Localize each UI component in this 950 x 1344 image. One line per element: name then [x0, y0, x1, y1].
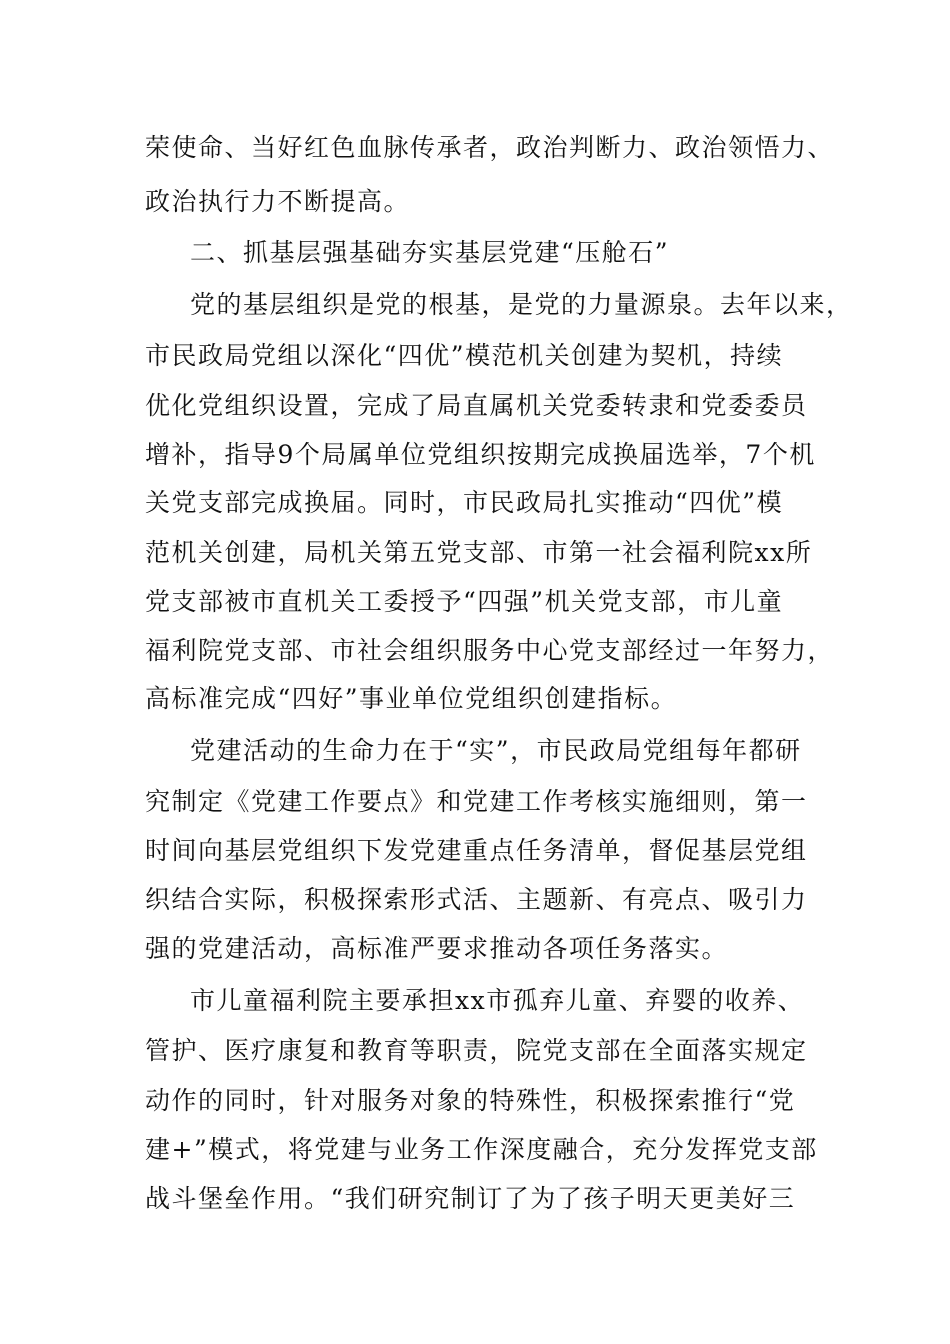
paragraph-start: 市儿童福利院主要承担xx市孤弃儿童、弃婴的收养、: [190, 986, 805, 1015]
text-line: 动作的同时，针对服务对象的特殊性，积极探索推行“党: [145, 1086, 796, 1115]
section-heading: 二、抓基层强基础夯实基层党建“压舱石”: [190, 238, 670, 267]
text-line: 政治执行力不断提高。: [145, 187, 411, 216]
text-line: 建+”模式，将党建与业务工作深度融合，充分发挥党支部: [145, 1135, 818, 1164]
text-line: 优化党组织设置，完成了局直属机关党委转隶和党委委员: [145, 391, 808, 420]
text-line: 党支部被市直机关工委授予“四强”机关党支部，市儿童: [145, 587, 784, 616]
text-line: 管护、医疗康复和教育等职责，院党支部在全面落实规定: [145, 1036, 808, 1065]
paragraph-start: 党建活动的生命力在于“实”，市民政局党组每年都研: [190, 736, 802, 765]
text-line: 范机关创建，局机关第五党支部、市第一社会福利院xx所: [145, 538, 813, 567]
paragraph-start: 党的基层组织是党的根基，是党的力量源泉。去年以来，: [190, 290, 853, 319]
text-line: 增补，指导9个局属单位党组织按期完成换届选举，7个机: [145, 440, 816, 469]
text-line: 究制定《党建工作要点》和党建工作考核实施细则，第一: [145, 787, 808, 816]
text-line: 强的党建活动，高标准严要求推动各项任务落实。: [145, 934, 729, 963]
text-line: 高标准完成“四好”事业单位党组织创建指标。: [145, 684, 678, 713]
text-line: 关党支部完成换届。同时，市民政局扎实推动“四优”模: [145, 488, 784, 517]
text-line: 市民政局党组以深化“四优”模范机关创建为契机，持续: [145, 341, 784, 370]
text-line: 时间向基层党组织下发党建重点任务清单，督促基层党组: [145, 836, 808, 865]
text-line: 荣使命、当好红色血脉传承者，政治判断力、政治领悟力、: [145, 133, 835, 162]
text-line: 战斗堡垒作用。“我们研究制订了为了孩子明天更美好三: [145, 1184, 796, 1213]
text-line: 福利院党支部、市社会组织服务中心党支部经过一年努力，: [145, 636, 835, 665]
text-line: 织结合实际，积极探索形式活、主题新、有亮点、吸引力: [145, 885, 808, 914]
